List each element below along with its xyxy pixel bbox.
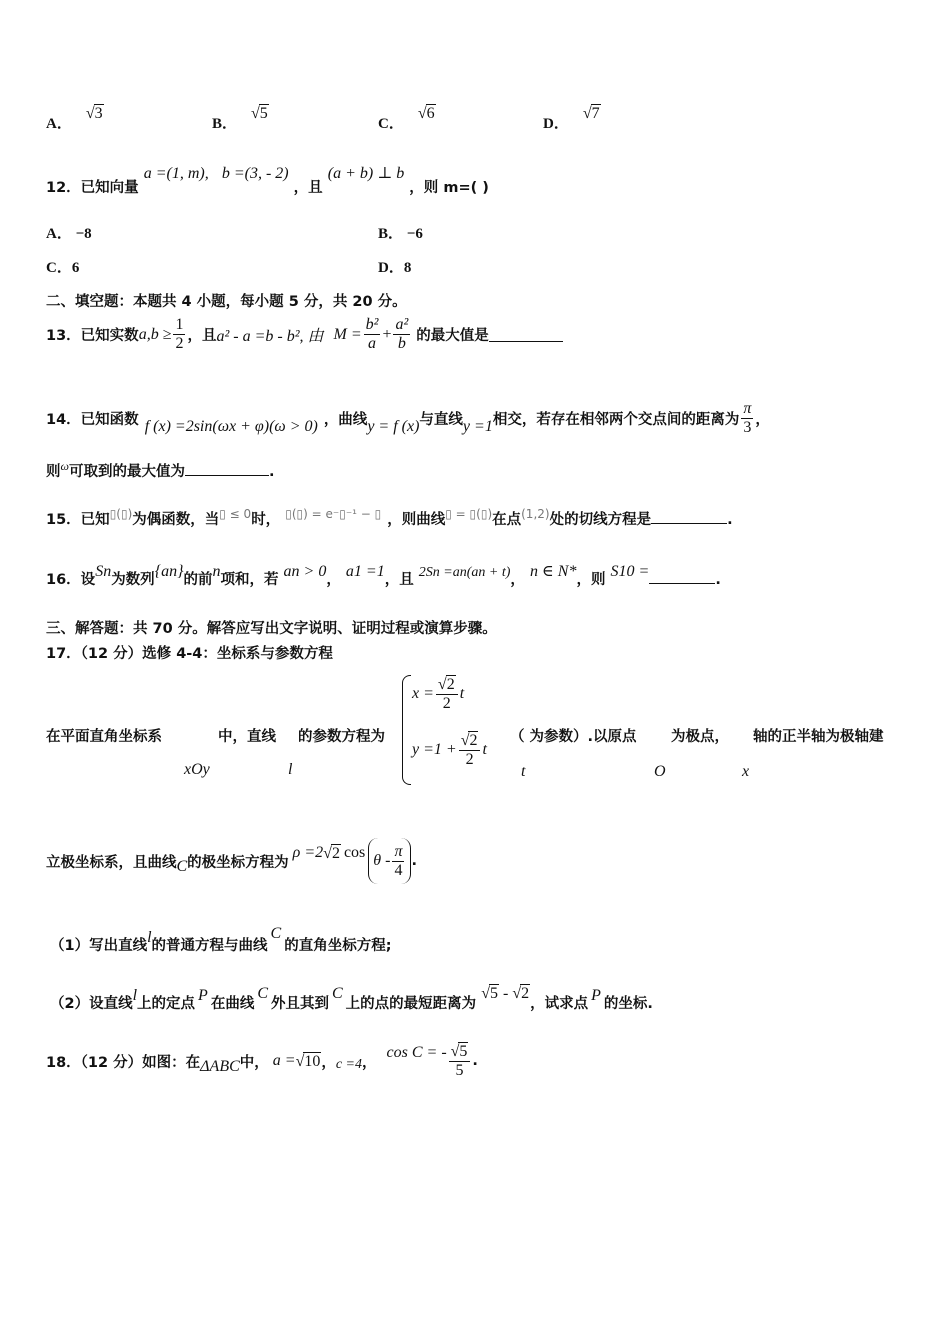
q12-option-a: A． −8 (46, 226, 92, 242)
q12-option-c: C．6 (46, 260, 80, 276)
q17-p5: 为极点， (671, 729, 729, 745)
q17-p3: 的参数方程为 (298, 729, 385, 745)
q17-p1: 在平面直角坐标系 (46, 729, 162, 745)
q17-subquestion-2: （2）设直线l上的定点 P 在曲线C外且其到C上的点的最短距离为 √5 - √2，试求点 P 的坐标. (50, 985, 653, 1012)
q15-stem: 15．已知▯(▯)为偶函数，当$^{▯ \le 0}$时， $^{▯(▯) = e^-▯^{-1} - ▯}$ ，则曲线▯ = ▯(▯)在点$^{(1,2)}$处的切线方程是 . (46, 507, 733, 528)
q12-option-d: D．8 (378, 260, 412, 276)
q17-subquestion-1: （1）写出直线l的普通方程与曲线C的直角坐标方程; (50, 925, 392, 954)
q11-option-a: A．√3 (46, 105, 103, 132)
q12-stem: 12．已知向量 a =(1, m), b =(3, - 2) ，且 (a + b) ⊥ b ，则 m=( ) (46, 165, 489, 196)
q11-option-d: D．√7 (543, 105, 600, 132)
q14-stem: 14．已知函数 f (x) =2sin(ωx + φ)(ω > 0) ，曲线 y = f (x) 与直线 y =1 相交，若存在相邻两个交点间的距离为 $\frac{\pi}{3}$ ， (46, 400, 770, 436)
q14-answer-blank (185, 463, 269, 476)
q17-x: x (742, 763, 750, 780)
q17-brace (402, 675, 411, 785)
q13-answer-blank (489, 327, 563, 342)
q17-t: t (521, 763, 526, 780)
q17-p6: 轴的正半轴为极轴建 (753, 729, 884, 745)
q11-option-c: C．√6 (378, 105, 435, 132)
q16-answer-blank (649, 571, 715, 584)
q11-option-b: B．√5 (212, 105, 268, 132)
q16-stem: 16．设Sn为数列{an}的前n项和，若 an > 0， a1 =1，且 2Sn =an(an + t)， n ∈ N*，则 S10 = . (46, 563, 721, 588)
q17-parametric-system: x = $\frac{√2}{2}$ t y =1 + $\frac{√2}{2}$ t (402, 675, 512, 785)
q18-stem: 18．（12 分）如图：在 ΔABC 中， a = √10 ， c =4 ， cos C = - $\frac{√5}{5}$ . (46, 1043, 478, 1079)
q15-answer-blank (651, 511, 727, 524)
q12-option-b: B． −6 (378, 226, 423, 242)
q11-radicand: 3 (94, 105, 103, 122)
q17-O: O (654, 763, 666, 780)
section2-title: 二、填空题：本题共 4 小题，每小题 5 分，共 20 分。 (46, 294, 407, 310)
section3-title: 三、解答题：共 70 分。解答应写出文字说明、证明过程或演算步骤。 (46, 621, 497, 637)
q17-p2: 中，直线 (218, 729, 276, 745)
q17-polar-line: 立极坐标系，且曲线 C 的极坐标方程为 ρ =2 √2 cos θ - $\frac{\pi}{4}$ . (46, 838, 417, 884)
q14-stem-line2: 则$^\omega$可取到的最大值为 . (46, 459, 275, 480)
q13-stem: 13．已知实数 a,b ≥ $\frac{1}{2}$ ，且 a² - a =b - b², 由 M = $\frac{\text{b²}}{a}$ + $\frac{\text{a²}}{b}$ 的最大值是 (46, 316, 563, 353)
q17-l: l (288, 761, 293, 778)
q17-p4: （ 为参数）.以原点 (510, 729, 637, 745)
q17-xOy: xOy (184, 761, 210, 778)
q17-header: 17．（12 分）选修 4-4：坐标系与参数方程 (46, 646, 333, 662)
